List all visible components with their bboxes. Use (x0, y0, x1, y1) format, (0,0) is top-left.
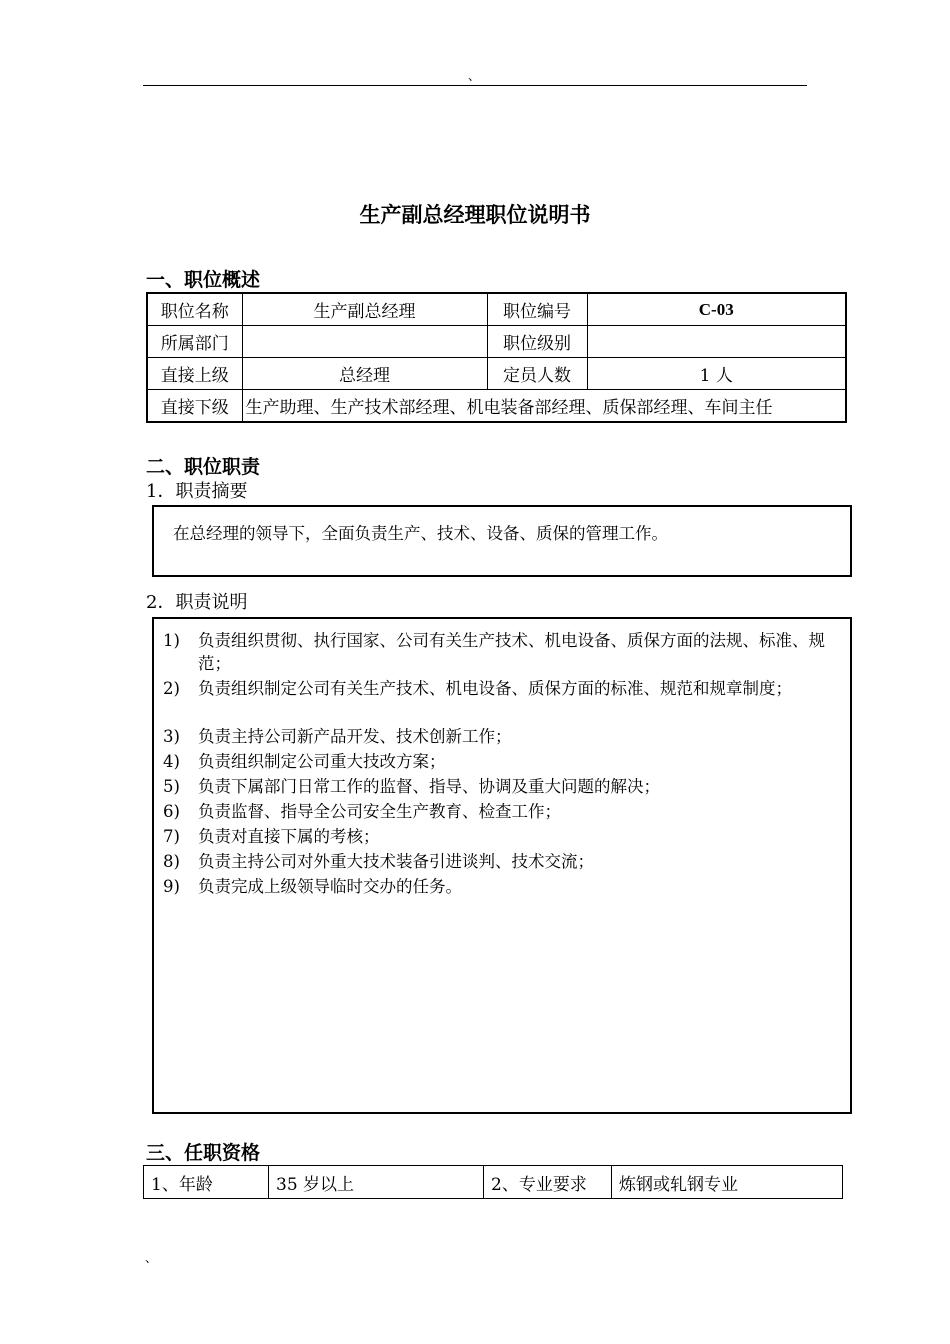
cell-label: 2、专业要求 (484, 1166, 612, 1199)
list-item (163, 677, 843, 700)
cell-label: 直接下级 (147, 390, 242, 423)
cell-value (587, 326, 846, 358)
document-title: 生产副总经理职位说明书 (359, 203, 591, 227)
list-item (163, 629, 843, 675)
duties-box (152, 617, 852, 1114)
list-item-text: 负责组织制定公司有关生产技术、机电设备、质保方面的标准、规范和规章制度； (198, 679, 792, 698)
cell-label: 直接上级 (147, 358, 242, 390)
summary-text: 在总经理的领导下，全面负责生产、技术、设备、质保的管理工作。 (173, 524, 668, 543)
list-item (163, 725, 843, 748)
list-item-number: 8) (163, 852, 180, 871)
qualifications-table (143, 1165, 843, 1199)
list-item (163, 800, 843, 823)
section-duties-heading: 二、职位职责 (146, 456, 261, 478)
table-row (147, 326, 846, 358)
list-item-text: 负责下属部门日常工作的监督、指导、协调及重大问题的解决； (198, 777, 660, 796)
list-item-number: 7) (163, 827, 180, 846)
subordinates-value: 生产助理、生产技术部经理、机电装备部经理、质保部经理、车间主任 (242, 390, 846, 423)
section-overview-heading: 一、职位概述 (146, 269, 261, 291)
cell-label: 职位级别 (487, 326, 587, 358)
cell-label: 所属部门 (147, 326, 242, 358)
table-row (144, 1166, 843, 1199)
list-item-number: 5) (163, 777, 180, 796)
duties-heading: 2．职责说明 (146, 592, 248, 613)
list-item-text: 负责主持公司对外重大技术装备引进谈判、技术交流； (198, 852, 594, 871)
overview-table (146, 292, 847, 423)
list-item (163, 775, 843, 798)
list-item-text: 负责主持公司新产品开发、技术创新工作； (198, 727, 512, 746)
list-item-text: 负责监督、指导全公司安全生产教育、检查工作； (198, 802, 561, 821)
header-mark: 、 (468, 69, 481, 83)
list-item (163, 850, 843, 873)
section-qualifications-heading: 三、任职资格 (146, 1142, 261, 1164)
cell-label: 职位名称 (147, 293, 242, 326)
cell-value (242, 326, 487, 358)
list-item (163, 825, 843, 848)
cell-label: 定员人数 (487, 358, 587, 390)
cell-value: 总经理 (242, 358, 487, 390)
list-item-text: 负责完成上级领导临时交办的任务。 (198, 877, 462, 896)
list-item-number: 6) (163, 802, 180, 821)
summary-heading: 1．职责摘要 (146, 481, 248, 502)
table-row (147, 358, 846, 390)
list-item-number: 3) (163, 727, 180, 746)
list-item-text: 负责组织制定公司重大技改方案； (198, 752, 446, 771)
list-item (163, 750, 843, 773)
cell-value: 1 人 (587, 358, 846, 390)
cell-value: 生产副总经理 (242, 293, 487, 326)
list-item (163, 875, 843, 898)
cell-value: 35 岁以上 (269, 1166, 484, 1199)
table-row (147, 390, 846, 423)
list-item-number: 1) (163, 631, 180, 650)
list-item-number: 2) (163, 679, 180, 698)
cell-label: 1、年龄 (144, 1166, 269, 1199)
list-item-text: 负责对直接下属的考核； (198, 827, 380, 846)
header-rule (143, 85, 807, 86)
cell-value: 炼钢或轧钢专业 (612, 1166, 843, 1199)
cell-label: 职位编号 (487, 293, 587, 326)
list-item-number: 9) (163, 877, 180, 896)
footer-mark: 、 (145, 1251, 158, 1265)
list-item-text: 负责组织贯彻、执行国家、公司有关生产技术、机电设备、质保方面的法规、标准、规范； (198, 631, 825, 673)
list-item-number: 4) (163, 752, 180, 771)
table-row (147, 293, 846, 326)
position-code: C-03 (587, 293, 846, 326)
summary-box (152, 505, 852, 577)
